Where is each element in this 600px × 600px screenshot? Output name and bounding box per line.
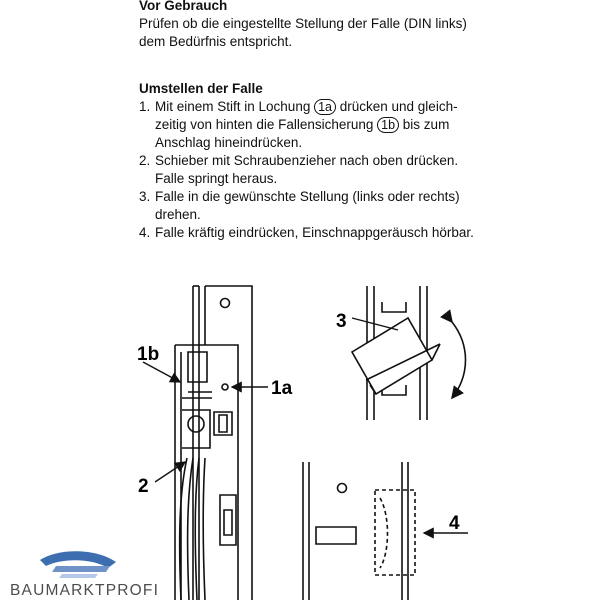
- label-1a: 1a: [271, 378, 293, 399]
- usage-line-1: Prüfen ob die eingestellte Stellung der Falle (DIN links): [139, 16, 467, 31]
- step-number: 3.: [139, 189, 151, 204]
- usage-heading: Vor Gebrauch: [139, 0, 228, 13]
- screw-hole: [221, 299, 230, 308]
- step-number: 1.: [139, 99, 151, 114]
- latch-front-view: [175, 286, 252, 600]
- label-2: 2: [138, 476, 149, 497]
- step-number: 4.: [139, 225, 151, 240]
- step-1-line-1: Mit einem Stift in Lochung 1a drücken und gleich-: [155, 99, 458, 114]
- step-3-line-1: Falle in die gewünschte Stellung (links oder rechts): [155, 189, 460, 204]
- hole-1a: [222, 384, 228, 390]
- baumarktprofi-logo: [40, 551, 116, 578]
- step-3-line-2: drehen.: [155, 207, 201, 222]
- label-4: 4: [449, 513, 460, 534]
- ref-1b-badge: 1b: [377, 117, 399, 133]
- label-3: 3: [336, 311, 347, 332]
- label-1b: 1b: [137, 344, 160, 365]
- latch-side-view: [303, 462, 415, 600]
- step-2-line-1: Schieber mit Schraubenzieher nach oben drücken.: [155, 153, 459, 168]
- rotation-arrow: [452, 322, 466, 398]
- brand-wordmark: BAUMARKTPROFI: [10, 582, 160, 599]
- step-number: 2.: [139, 153, 151, 168]
- latch-rotation-view: [352, 286, 466, 420]
- adjust-heading: Umstellen der Falle: [139, 81, 263, 96]
- step-1-line-2: zeitig von hinten die Fallensicherung 1b bis zum: [155, 117, 450, 132]
- ref-1a-badge: 1a: [314, 99, 336, 115]
- step-4-line-1: Falle kräftig eindrücken, Einschnappgeräusch hörbar.: [155, 225, 474, 240]
- usage-line-2: dem Bedürfnis entspricht.: [139, 34, 293, 49]
- step-1-line-3: Anschlag hineindrücken.: [155, 135, 303, 150]
- step-2-line-2: Falle springt heraus.: [155, 171, 278, 186]
